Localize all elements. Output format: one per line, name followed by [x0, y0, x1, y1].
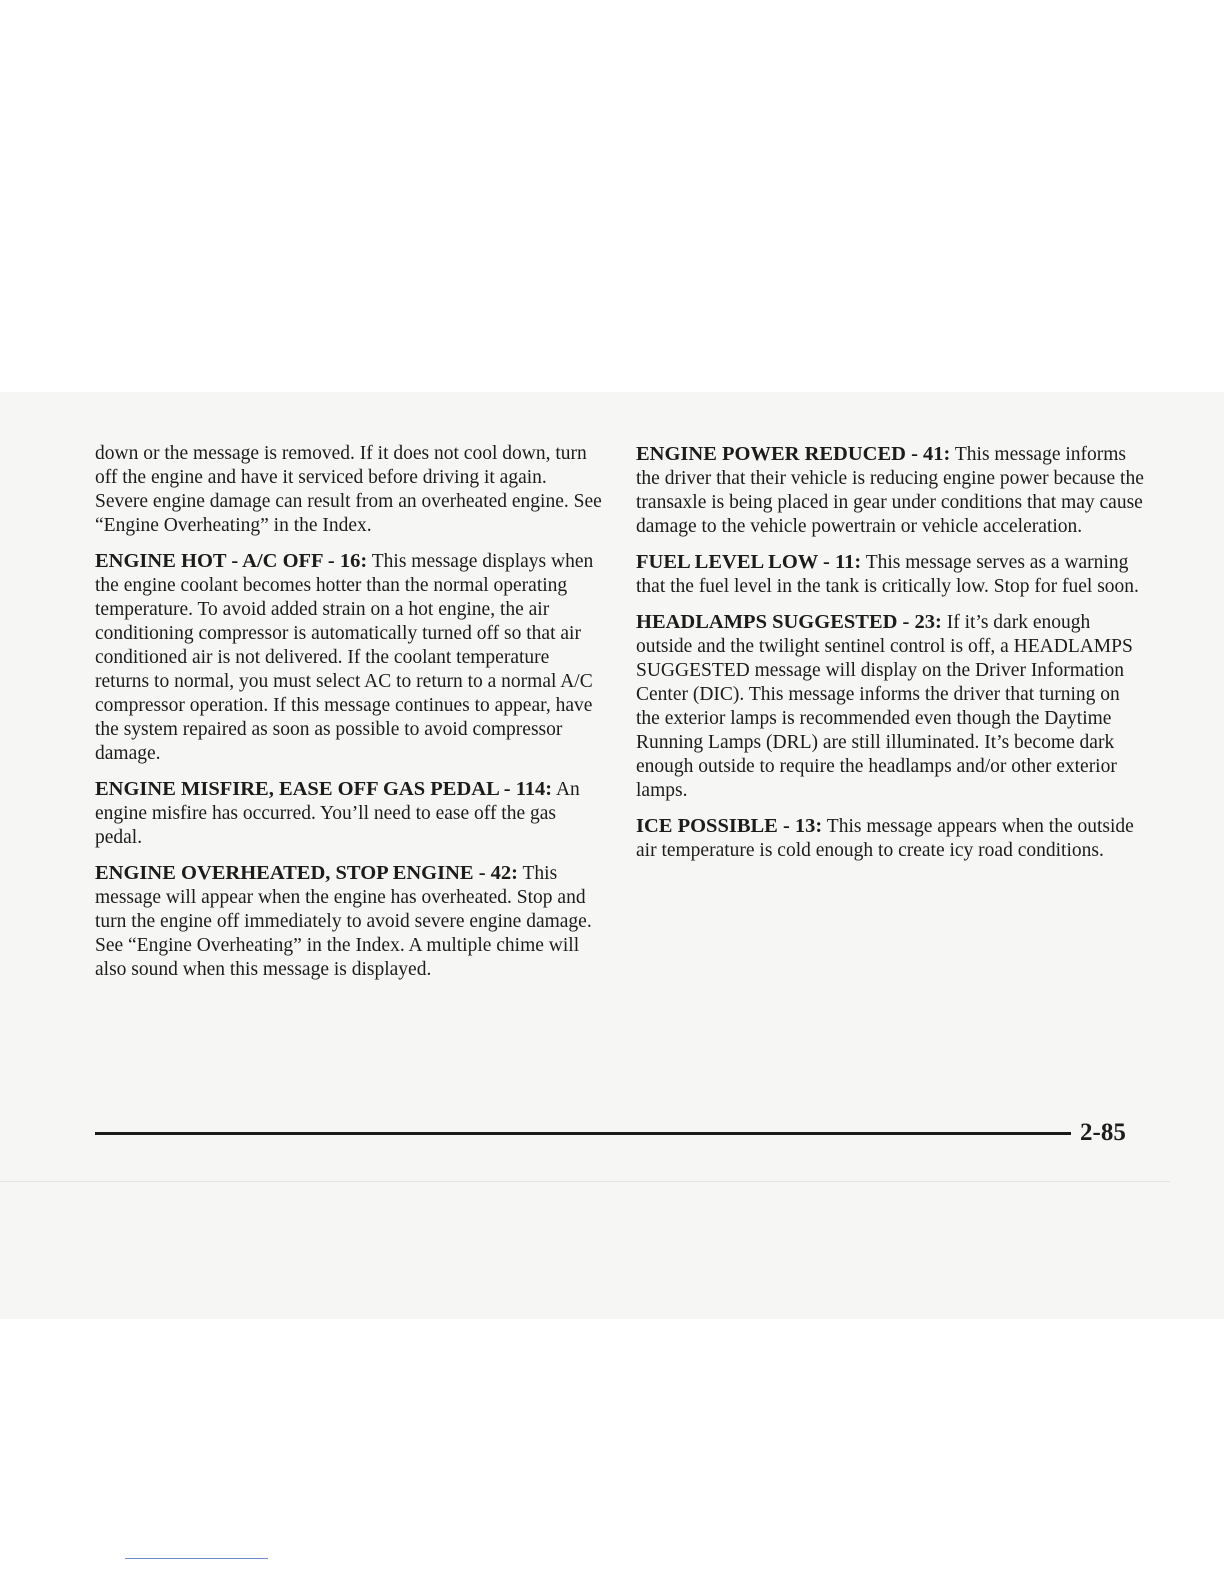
entry-text: This message serves as a warning that the fuel level in the tank is critically low. Stop for fuel soon. [636, 552, 1139, 597]
entry-term: ENGINE MISFIRE, EASE OFF GAS PEDAL - 114: [95, 778, 553, 800]
entry-term: FUEL LEVEL LOW - 11: [636, 551, 862, 573]
entry-engine-overheated [95, 861, 603, 982]
entry-engine-misfire [95, 777, 603, 850]
entry-text: If it’s dark enough outside and the twilight sentinel control is off, a HEADLAMPS SUGGESTED message will display on the Driver Information Center (DIC). This message informs the driver that turning on the exterior lamps is recommended even though the Daytime Running Lamps (DRL) are still illuminated. It’s become dark enough outside to require the headlamps and/or other exterior lamps. [636, 612, 1133, 801]
entry-term: ENGINE HOT - A/C OFF - 16: [95, 550, 368, 572]
page-number: 2-85 [1080, 1119, 1126, 1146]
entry-text: This message appears when the outside air temperature is cold enough to create icy road conditions. [636, 816, 1134, 861]
continuation-paragraph: down or the message is removed. If it does not cool down, turn off the engine and have it serviced before driving it again. Severe engine damage can result from an overheated engine. See “Engine Overheating” in the Index. [95, 443, 602, 536]
entry-term: ICE POSSIBLE - 13: [636, 815, 823, 837]
entry-headlamps-suggested [636, 610, 1144, 803]
entry-term: ENGINE POWER REDUCED - 41: [636, 443, 951, 465]
entry-fuel-level-low [636, 550, 1144, 599]
entry-term: ENGINE OVERHEATED, STOP ENGINE - 42: [95, 862, 518, 884]
entry-text: This message displays when the engine coolant becomes hotter than the normal operating temperature. To avoid added strain on a hot engine, the air conditioning compressor is automatically turned off so that air conditioned air is not delivered. If the coolant temperature returns to normal, you must select AC to return to a normal A/C compressor operation. If this message continues to appear, have the system repaired as soon as possible to avoid compressor damage. [95, 551, 594, 764]
left-column [95, 442, 603, 993]
footer-rule [95, 1132, 1071, 1135]
entry-text: This message informs the driver that their vehicle is reducing engine power because the transaxle is being placed in gear under conditions that may cause damage to the vehicle powertrain or vehicle acceleration. [636, 444, 1144, 537]
scan-artifact-line [0, 1181, 1170, 1182]
entry-engine-power-reduced [636, 442, 1144, 539]
entry-engine-hot-ac-off [95, 549, 603, 766]
entry-text: This message will appear when the engine has overheated. Stop and turn the engine off immediately to avoid severe engine damage. See “Engine Overheating” in the Index. A multiple chime will also sound when this message is displayed. [95, 863, 592, 980]
entry-term: HEADLAMPS SUGGESTED - 23: [636, 611, 942, 633]
right-column [636, 442, 1144, 874]
bottom-edge-mark [125, 1558, 268, 1559]
entry-text: An engine misfire has occurred. You’ll need to ease off the gas pedal. [95, 779, 580, 848]
entry-ice-possible [636, 814, 1144, 863]
